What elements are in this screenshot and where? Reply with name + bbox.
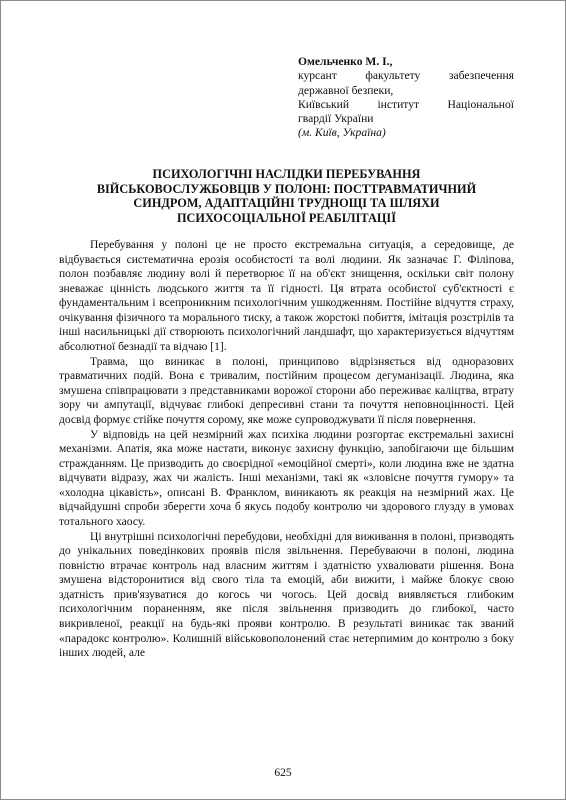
author-name: Омельченко М. І.,: [298, 55, 393, 68]
paragraph: У відповідь на цей незмірний жах психіка людини розгортає екстремальні захисні механізми. Апатія, яка може настати, виконує захисну функцію, запобігаючи ще більшим стражданням. Це призводить до своєрідної «емоційної смерті», коли людина вже не здатна відчувати відразу, жах чи жалість. Інші механізми, такі як «зловісне почуття гумору» та «холодна цікавість», описані В. Франклом, виникають як реакція на незмірний жах. Це відчайдушні спроби зберегти хоча б якусь подобу контролю чи здорового глузду в умовах тотального хаосу.: [59, 428, 514, 528]
author-block: [298, 55, 514, 141]
affiliation-line: державної безпеки,: [298, 83, 394, 97]
affiliation-line: Київський інститут Національної: [298, 97, 514, 111]
paper-title: [59, 167, 514, 225]
title-line: ПСИХОСОЦІАЛЬНОЇ РЕАБІЛІТАЦІЇ: [176, 210, 396, 225]
title-line: СИНДРОМ, АДАПТАЦІЙНІ ТРУДНОЩІ ТА ШЛЯХИ: [133, 196, 440, 211]
title-line: ВІЙСЬКОВОСЛУЖБОВЦІВ У ПОЛОНІ: ПОСТТРАВМАТИЧНИЙ: [96, 181, 477, 196]
body-text: [59, 238, 514, 661]
title-line: ПСИХОЛОГІЧНІ НАСЛІДКИ ПЕРЕБУВАННЯ: [152, 167, 421, 181]
paragraph: Ці внутрішні психологічні перебудови, необхідні для виживання в полоні, призводять до унікальних поведінкових проявів після звільнення. Перебуваючи в полоні, людина повністю втрачає контроль над власним життям і здатністю ухвалювати рішення. Вона змушена відсторонитися від свого тіла та емоцій, аби вижити, і майже блокує свою здатність прив'язуватися до когось чи чогось. Цей досвід виявляється глибоким психологічним пораненням, яке після звільнення призводить до глибокої, часто викривленої, реакції на будь-які прояви контролю. В результаті виникає так званий «парадокс контролю». Колишній військовополонений стає нетерпимим до контролю з боку інших людей, але: [59, 530, 514, 660]
paragraph: Травма, що виникає в полоні, принципово відрізняється від одноразових травматичних подій. Вона є тривалим, постійним процесом дегуманізації. Людина, яка змушена співпрацювати з представниками ворожої сторони або переживає каліцтва, втрату зору чи ампутації, відчуває глибокі депресивні стани та почуття неповноцінності. Цей досвід формує стійке почуття сорому, яке може супроводжувати її після повернення.: [59, 355, 514, 426]
affiliation-line: гвардії України: [298, 112, 374, 126]
page-number: 625: [274, 767, 292, 779]
author-location: (м. Київ, Україна): [298, 126, 386, 140]
affiliation-line: курсант факультету забезпечення: [298, 69, 514, 83]
paragraph: Перебування у полоні це не просто екстремальна ситуація, а середовище, де відбувається систематична ерозія особистості та волі людини. Як зазначає Г. Філіпова, полон позбавляє людину волі й перетворює її на об'єкт знищення, оскільки світ полону зневажає цінність людського життя та її гідності. Ця втрата особистої суб'єктності є фундаментальним і всепроникним психологічним ушкодженням. Постійне відчуття страху, очікування фізичного та морального тиску, а також жорстокі побиття, імітація розстрілів та інші насильницькі дії створюють психологічний ландшафт, що характеризується відчуттям абсолютної безнадії та відчаю [1].: [59, 239, 514, 354]
